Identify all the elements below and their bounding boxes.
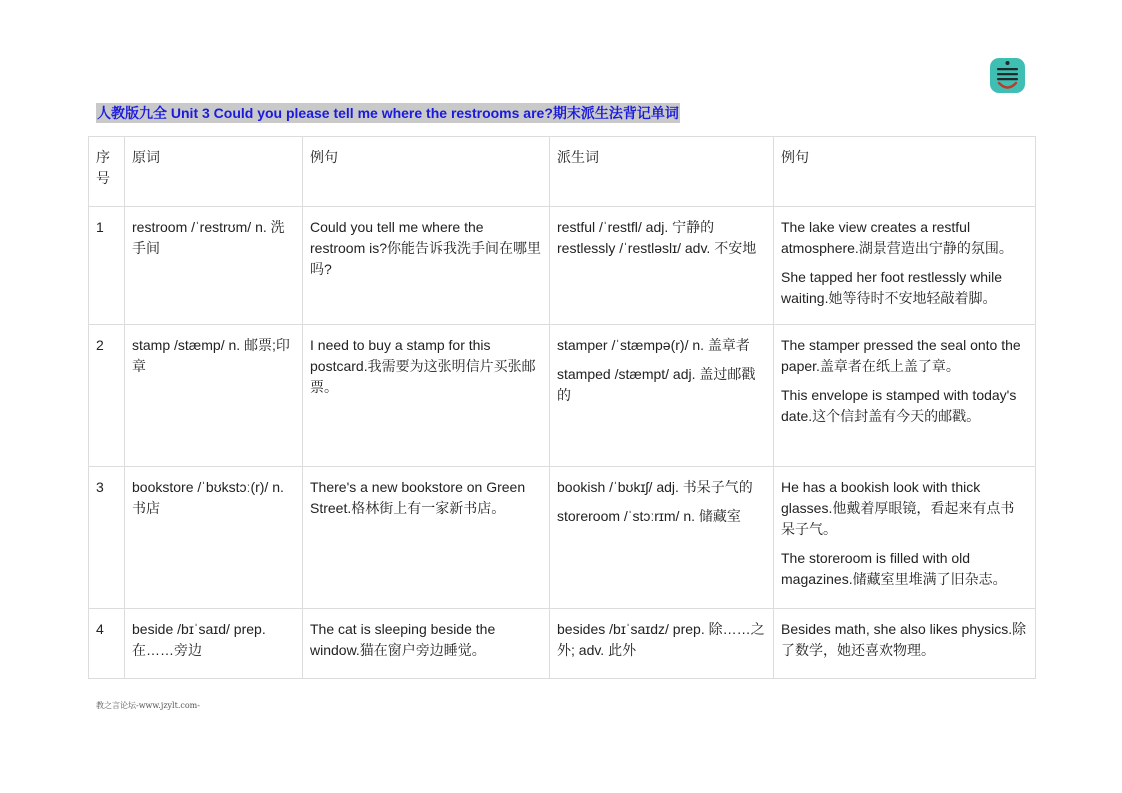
example-cell: There's a new bookstore on Green Street.格林街上有一家新书店。 — [303, 467, 550, 609]
derived-word: besides /bɪˈsaɪdz/ prep. 除……之外; adv. 此外 — [557, 621, 765, 658]
derived-example-cell — [774, 609, 1036, 679]
derived-word: storeroom /ˈstɔːrɪm/ n. 储藏室 — [557, 508, 741, 524]
derived-word: restful /ˈrestfl/ adj. 宁静的 restlessly /ˈrestləslɪ/ adv. 不安地 — [557, 219, 757, 256]
derived-example: The lake view creates a restful atmosphere.湖景营造出宁静的氛围。 — [781, 219, 1013, 256]
example-cell: Could you tell me where the restroom is?你能告诉我洗手间在哪里吗? — [303, 207, 550, 325]
header-example: 例句 — [303, 137, 550, 207]
footer-source: 教之言论坛-www.jzylt.com- — [96, 701, 200, 710]
derived-example-cell — [774, 325, 1036, 467]
row-number: 2 — [89, 325, 125, 467]
derived-example: Besides math, she also likes physics.除了数学，她还喜欢物理。 — [781, 621, 1027, 658]
word-cell: stamp /stæmp/ n. 邮票;印章 — [125, 325, 303, 467]
derived-example: He has a bookish look with thick glasses.他戴着厚眼镜，看起来有点书呆子气。 — [781, 479, 1015, 537]
word-cell: bookstore /ˈbʊkstɔː(r)/ n. 书店 — [125, 467, 303, 609]
derived-example: The storeroom is filled with old magazines.储藏室里堆满了旧杂志。 — [781, 550, 1007, 587]
vocabulary-table — [88, 136, 1036, 679]
derived-example: She tapped her foot restlessly while waiting.她等待时不安地轻敲着脚。 — [781, 269, 1003, 306]
header-index: 序号 — [89, 137, 125, 207]
example-cell: I need to buy a stamp for this postcard.我需要为这张明信片买张邮票。 — [303, 325, 550, 467]
header-word: 原词 — [125, 137, 303, 207]
derived-example: This envelope is stamped with today's date.这个信封盖有今天的邮戳。 — [781, 387, 1017, 424]
word-cell: restroom /ˈrestrʊm/ n. 洗手间 — [125, 207, 303, 325]
derived-example-cell — [774, 467, 1036, 609]
derived-word: stamped /stæmpt/ adj. 盖过邮戳的 — [557, 366, 756, 403]
derived-word: stamper /ˈstæmpə(r)/ n. 盖章者 — [557, 337, 750, 353]
derived-cell — [550, 207, 774, 325]
table-row — [89, 609, 1036, 679]
row-number: 1 — [89, 207, 125, 325]
table-header-row — [89, 137, 1036, 207]
word-cell: beside /bɪˈsaɪd/ prep. 在……旁边 — [125, 609, 303, 679]
document-title: 人教版九全 Unit 3 Could you please tell me where the restrooms are?期末派生法背记单词 — [97, 105, 679, 121]
row-number: 3 — [89, 467, 125, 609]
derived-cell — [550, 467, 774, 609]
derived-cell — [550, 325, 774, 467]
table-row — [89, 207, 1036, 325]
derived-example: The stamper pressed the seal onto the paper.盖章者在纸上盖了章。 — [781, 337, 1021, 374]
row-number: 4 — [89, 609, 125, 679]
example-cell: The cat is sleeping beside the window.猫在窗户旁边睡觉。 — [303, 609, 550, 679]
derived-cell — [550, 609, 774, 679]
derived-word: bookish /ˈbʊkɪʃ/ adj. 书呆子气的 — [557, 479, 753, 495]
table-row — [89, 325, 1036, 467]
brand-logo-icon — [990, 58, 1025, 93]
header-derived-example: 例句 — [774, 137, 1036, 207]
derived-example-cell — [774, 207, 1036, 325]
table-row — [89, 467, 1036, 609]
header-derived: 派生词 — [550, 137, 774, 207]
